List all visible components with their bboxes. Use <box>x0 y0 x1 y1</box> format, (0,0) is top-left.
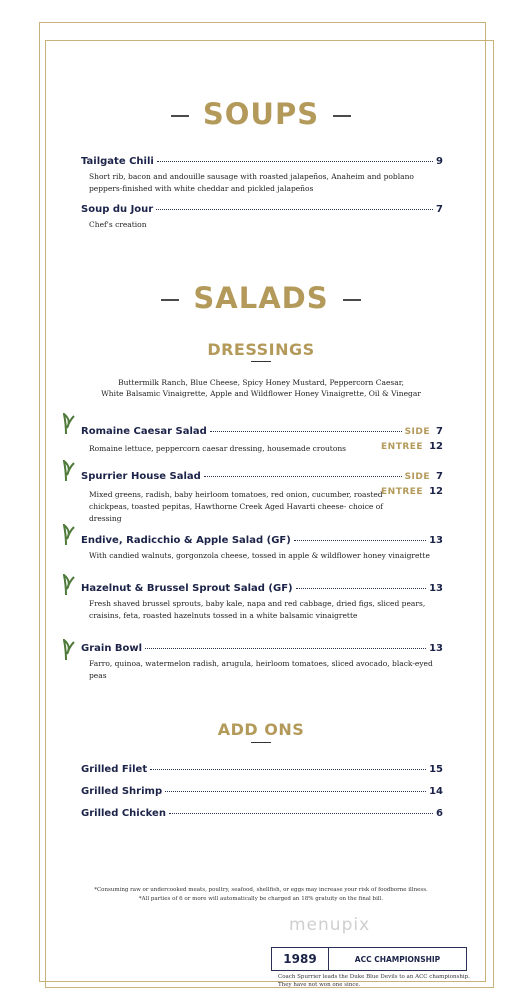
menu-item-soup-du-jour <box>81 204 443 231</box>
vegetarian-leaf-icon <box>63 460 75 482</box>
history-badge <box>271 947 467 971</box>
badge-title: ACC CHAMPIONSHIP <box>354 954 441 964</box>
item-name: Soup du Jour <box>81 204 154 215</box>
menu-item-spurrier-house-salad <box>81 471 443 525</box>
soups-heading: SOUPS <box>0 97 522 131</box>
vegetarian-leaf-icon <box>63 574 75 596</box>
side-price: 7 <box>436 471 443 482</box>
addon-grilled-shrimp <box>81 786 443 797</box>
add-ons-underline <box>251 742 271 743</box>
menu-item-romaine-caesar-salad <box>81 426 443 455</box>
addon-grilled-chicken <box>81 808 443 819</box>
item-description: Short rib, bacon and andouille sausage with roasted jalapeños, Anaheim and poblano peppers-finished with white cheddar and pickled jalapeños <box>89 172 414 193</box>
vegetarian-leaf-icon <box>63 524 75 546</box>
item-description: Chef's creation <box>89 220 147 229</box>
item-description: Romaine lettuce, peppercorn caesar dressing, housemade croutons <box>89 444 347 453</box>
item-name: Tailgate Chili <box>81 156 154 167</box>
food-safety-footnote: *Consuming raw or undercooked meats, poultry, seafood, shellfish, or eggs may increase your risk of foodborne illness. *All parties of 6 or more will automatically be charged an 18% gratuity on the final bill. <box>94 887 428 902</box>
item-name: Spurrier House Salad <box>81 471 201 482</box>
item-price: 13 <box>429 535 443 546</box>
item-name: Grilled Chicken <box>81 808 166 819</box>
item-price: 13 <box>429 583 443 594</box>
salads-heading: SALADS <box>0 281 522 315</box>
addon-grilled-filet <box>81 764 443 775</box>
entree-price-row: ENTREE 12 <box>381 441 443 452</box>
dressings-list: Buttermilk Ranch, Blue Cheese, Spicy Honey Mustard, Peppercorn Caesar, White Balsamic Vinaigrette, Apple and Wildflower Honey Vinaigrette, Oil & Vinegar <box>101 378 421 398</box>
item-name: Endive, Radicchio & Apple Salad (GF) <box>81 535 291 546</box>
item-description: With candied walnuts, gorgonzola cheese, tossed in apple & wildflower honey vinaigrette <box>89 551 430 560</box>
item-name: Grain Bowl <box>81 643 143 654</box>
side-label: SIDE <box>404 472 431 482</box>
dressings-heading: DRESSINGS <box>207 340 315 359</box>
item-name: Hazelnut & Brussel Sprout Salad (GF) <box>81 583 293 594</box>
item-description: Farro, quinoa, watermelon radish, arugula, heirloom tomatoes, sliced avocado, black-eyed peas <box>89 659 433 680</box>
item-description: Fresh shaved brussel sprouts, baby kale, napa and red cabbage, dried figs, sliced pears, craisins, feta, roasted hazelnuts tossed in a white balsamic vinaigrette <box>89 599 426 620</box>
badge-year: 1989 <box>272 948 329 970</box>
menu-item-hazelnut-brussel-sprout-salad <box>81 583 443 622</box>
vegetarian-leaf-icon <box>63 413 75 435</box>
side-price: 7 <box>436 426 443 437</box>
item-description: Mixed greens, radish, baby heirloom tomatoes, red onion, cucumber, roasted chickpeas, toasted pepitas, Hawthorne Creek Aged Havarti cheese- choice of dressing <box>89 490 384 523</box>
item-name: Grilled Shrimp <box>81 786 163 797</box>
add-ons-heading: ADD ONS <box>217 720 305 739</box>
item-price: 14 <box>429 786 443 797</box>
dressings-underline <box>251 361 271 362</box>
item-price: 15 <box>429 764 443 775</box>
item-price: 7 <box>436 204 443 215</box>
item-name: Grilled Filet <box>81 764 148 775</box>
item-price: 9 <box>436 156 443 167</box>
item-name: Romaine Caesar Salad <box>81 426 207 437</box>
entree-price-row: ENTREE 12 <box>381 486 443 497</box>
vegetarian-leaf-icon <box>63 639 75 661</box>
item-price: 6 <box>436 808 443 819</box>
side-label: SIDE <box>404 427 431 437</box>
menu-item-endive-radicchio-apple-salad <box>81 535 443 562</box>
item-price: 13 <box>429 643 443 654</box>
menupix-watermark: menupix <box>289 915 371 935</box>
badge-note: Coach Spurrier leads the Duke Blue Devils to an ACC championship. They have not won one since. <box>278 974 470 988</box>
menu-item-grain-bowl <box>81 643 443 682</box>
menu-item-tailgate-chili <box>81 156 443 195</box>
